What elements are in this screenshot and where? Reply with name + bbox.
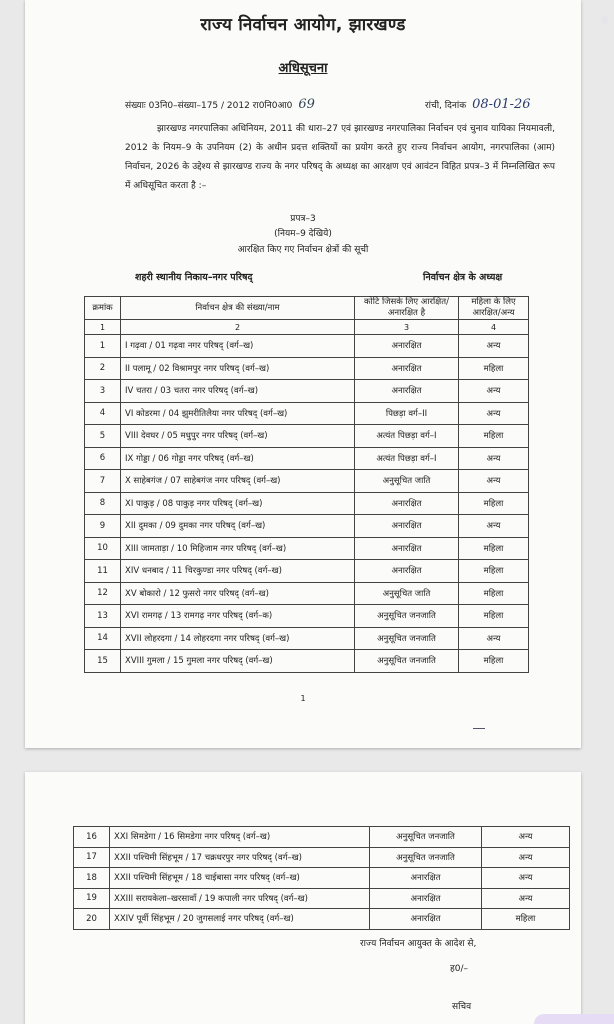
category-cell: अत्यंत पिछड़ा वर्ग–I	[355, 447, 459, 470]
women-cell: अन्य	[459, 470, 529, 493]
serial-cell: 13	[85, 605, 121, 628]
serial-cell: 20	[74, 909, 110, 930]
women-cell: अन्य	[482, 847, 570, 868]
table-row	[85, 470, 529, 493]
intro-paragraph: झारखण्ड नगरपालिका अधिनियम, 2011 की धारा–27 एवं झारखण्ड नगरपालिका निर्वाचन एवं चुनाव यायिका नियमावली, 2012 के नियम–9 के उपनियम (2) के अधीन प्रदत्त शक्तियों का प्रयोग करते हुए राज्य निर्वाचन आयोग, नगरपालिका (आम) निर्वाचन, 2026 के उद्देश्य से झारखण्ड राज्य के नगर परिषद् के अध्यक्ष का आरक्षण एवं आवंटन विहित प्रपत्र–3 में निम्नलिखित रूप में अधिसूचित करता है :–	[125, 124, 555, 191]
header-serial: क्रमांक	[85, 297, 121, 320]
corner-overlay[interactable]	[534, 1014, 614, 1024]
constituency-cell: X साहेबगंज / 07 साहेबगंज नगर परिषद् (वर्ग–ख)	[121, 470, 355, 493]
handwritten-number: 69	[298, 97, 315, 112]
handwritten-date: 08-01-26	[472, 97, 531, 112]
women-cell: महिला	[459, 492, 529, 515]
serial-cell: 5	[85, 425, 121, 448]
signature-line-2: ह0/–	[450, 964, 469, 974]
women-cell: महिला	[459, 650, 529, 673]
constituency-cell: XXIII सरायकेला–खरसावाँ / 19 कपाली नगर परिषद् (वर्ग–ख)	[110, 888, 370, 909]
header-constituency: निर्वाचन क्षेत्र की संख्या/नाम	[121, 297, 355, 320]
reference-number: संख्याः 03नि0–संख्या–175 / 2012 रा0नि0आ0	[125, 101, 293, 111]
women-cell: अन्य	[459, 335, 529, 358]
column-number-row	[85, 320, 529, 335]
signature-line-3: सचिव	[452, 1002, 472, 1012]
form-rule: (नियम–9 देखिये)	[274, 229, 332, 239]
constituency-cell: XII दुमका / 09 दुमका नगर परिषद् (वर्ग–ख)	[121, 515, 355, 538]
constituency-cell: VIII देवघर / 05 मधुपुर नगर परिषद् (वर्ग–ख)	[121, 425, 355, 448]
constituency-cell: I गढ़वा / 01 गढ़वा नगर परिषद् (वर्ग–ख)	[121, 335, 355, 358]
serial-cell: 10	[85, 537, 121, 560]
serial-cell: 14	[85, 627, 121, 650]
col-number: 3	[355, 320, 459, 335]
women-cell: महिला	[459, 582, 529, 605]
table-body	[85, 335, 529, 673]
women-cell: अन्य	[459, 447, 529, 470]
serial-cell: 8	[85, 492, 121, 515]
constituency-cell: XVI रामगढ़ / 13 रामगढ़ नगर परिषद् (वर्ग–क)	[121, 605, 355, 628]
constituency-cell: XXI सिमडेगा / 16 सिमडेगा नगर परिषद् (वर्ग–ख)	[110, 827, 370, 848]
women-cell: महिला	[459, 425, 529, 448]
category-cell: अनुसूचित जनजाति	[355, 627, 459, 650]
table-row	[85, 650, 529, 673]
women-cell: महिला	[482, 909, 570, 930]
women-cell: अन्य	[459, 627, 529, 650]
women-cell: अन्य	[459, 402, 529, 425]
constituency-cell: XVII लोहरदगा / 14 लोहरदगा नगर परिषद् (वर्ग–ख)	[121, 627, 355, 650]
form-name: प्रपत्र–3	[290, 214, 316, 224]
list-title: आरक्षित किए गए निर्वाचन क्षेत्रों की सूची	[237, 245, 369, 255]
serial-cell: 6	[85, 447, 121, 470]
table-row	[85, 627, 529, 650]
table-row	[85, 425, 529, 448]
constituency-cell: XIII जामताड़ा / 10 मिहिजाम नगर परिषद् (वर्ग–ख)	[121, 537, 355, 560]
category-cell: अनारक्षित	[370, 909, 482, 930]
pen-mark	[473, 722, 485, 729]
category-cell: अनुसूचित जाति	[355, 470, 459, 493]
women-cell: महिला	[459, 537, 529, 560]
category-cell: अत्यंत पिछड़ा वर्ग–I	[355, 425, 459, 448]
serial-cell: 15	[85, 650, 121, 673]
table-body	[74, 827, 570, 930]
women-cell: अन्य	[482, 868, 570, 889]
category-cell: अनारक्षित	[355, 515, 459, 538]
women-cell: अन्य	[482, 827, 570, 848]
constituency-cell: II पलामू / 02 विश्रामपुर नगर परिषद् (वर्ग–ख)	[121, 357, 355, 380]
header-women: महिला के लिए आरक्षित/अन्य	[459, 297, 529, 320]
serial-cell: 2	[85, 357, 121, 380]
women-cell: अन्य	[482, 888, 570, 909]
reservation-table-continued	[73, 826, 570, 930]
category-cell: अनुसूचित जाति	[355, 582, 459, 605]
col-number: 2	[121, 320, 355, 335]
reservation-table	[84, 296, 529, 673]
table-row	[85, 582, 529, 605]
constituency-cell: XXIV पूर्वी सिंहभूम / 20 जुगसलाई नगर परिषद् (वर्ग–ख)	[110, 909, 370, 930]
serial-cell: 3	[85, 380, 121, 403]
reference-line	[125, 97, 585, 112]
section-right-label: निर्वाचन क्षेत्र के अध्यक्ष	[423, 272, 503, 283]
constituency-cell: VI कोडरमा / 04 झुमरीतिलैया नगर परिषद् (वर्ग–ख)	[121, 402, 355, 425]
signature-line-1: राज्य निर्वाचन आयुक्त के आदेश से,	[360, 939, 477, 949]
table-row	[85, 537, 529, 560]
place-label: रांची, दिनांक	[425, 101, 467, 111]
category-cell: अनारक्षित	[355, 357, 459, 380]
table-row	[85, 380, 529, 403]
overflow-dot-icon[interactable]	[601, 16, 609, 24]
category-cell: अनारक्षित	[355, 492, 459, 515]
table-row	[85, 357, 529, 380]
constituency-cell: IV चतरा / 03 चतरा नगर परिषद् (वर्ग–ख)	[121, 380, 355, 403]
notification-heading-text: अधिसूचना	[278, 61, 328, 76]
col-number: 4	[459, 320, 529, 335]
serial-cell: 11	[85, 560, 121, 583]
category-cell: अनारक्षित	[355, 537, 459, 560]
table-row	[85, 492, 529, 515]
serial-cell: 19	[74, 888, 110, 909]
page-number: 1	[300, 694, 306, 703]
women-cell: महिला	[459, 357, 529, 380]
table-row	[74, 827, 570, 848]
serial-cell: 18	[74, 868, 110, 889]
category-cell: अनुसूचित जनजाति	[370, 827, 482, 848]
header-category: कोटि जिसके लिए आरक्षित/अनारक्षित है	[355, 297, 459, 320]
table-row	[85, 605, 529, 628]
women-cell: महिला	[459, 605, 529, 628]
category-cell: अनुसूचित जनजाति	[355, 605, 459, 628]
serial-cell: 7	[85, 470, 121, 493]
table-header-row	[85, 297, 529, 320]
women-cell: अन्य	[459, 515, 529, 538]
category-cell: अनारक्षित	[370, 868, 482, 889]
serial-cell: 12	[85, 582, 121, 605]
place-date	[425, 97, 531, 112]
serial-cell: 9	[85, 515, 121, 538]
table-row	[74, 868, 570, 889]
constituency-cell: XI पाकुड़ / 08 पाकुड़ नगर परिषद् (वर्ग–ख)	[121, 492, 355, 515]
category-cell: अनारक्षित	[370, 888, 482, 909]
table-row	[85, 335, 529, 358]
constituency-cell: XXII पश्चिमी सिंहभूम / 18 चाईबासा नगर परिषद् (वर्ग–ख)	[110, 868, 370, 889]
section-left-label: शहरी स्थानीय निकाय–नगर परिषद्	[135, 272, 253, 283]
serial-cell: 1	[85, 335, 121, 358]
serial-cell: 16	[74, 827, 110, 848]
category-cell: अनारक्षित	[355, 335, 459, 358]
women-cell: अन्य	[459, 380, 529, 403]
category-cell: अनारक्षित	[355, 560, 459, 583]
constituency-cell: IX गोड्डा / 06 गोड्डा नगर परिषद् (वर्ग–ख)	[121, 447, 355, 470]
constituency-cell: XV बोकारो / 12 फुसरो नगर परिषद् (वर्ग–ख)	[121, 582, 355, 605]
notification-heading	[25, 58, 581, 76]
table-row	[85, 515, 529, 538]
category-cell: अनुसूचित जनजाति	[370, 847, 482, 868]
table-row	[74, 847, 570, 868]
serial-cell: 17	[74, 847, 110, 868]
category-cell: अनुसूचित जनजाति	[355, 650, 459, 673]
constituency-cell: XIV धनबाद / 11 चिरकुण्डा नगर परिषद् (वर्ग–ख)	[121, 560, 355, 583]
constituency-cell: XVIII गुमला / 15 गुमला नगर परिषद् (वर्ग–ख)	[121, 650, 355, 673]
table-row	[74, 909, 570, 930]
table-row	[85, 447, 529, 470]
category-cell: अनारक्षित	[355, 380, 459, 403]
col-number: 1	[85, 320, 121, 335]
women-cell: महिला	[459, 560, 529, 583]
constituency-cell: XXII पश्चिमी सिंहभूम / 17 चक्रधरपुर नगर परिषद् (वर्ग–ख)	[110, 847, 370, 868]
table-row	[74, 888, 570, 909]
table-row	[85, 402, 529, 425]
table-row	[85, 560, 529, 583]
page-title: राज्य निर्वाचन आयोग, झारखण्ड	[200, 15, 406, 35]
serial-cell: 4	[85, 402, 121, 425]
category-cell: पिछड़ा वर्ग–II	[355, 402, 459, 425]
